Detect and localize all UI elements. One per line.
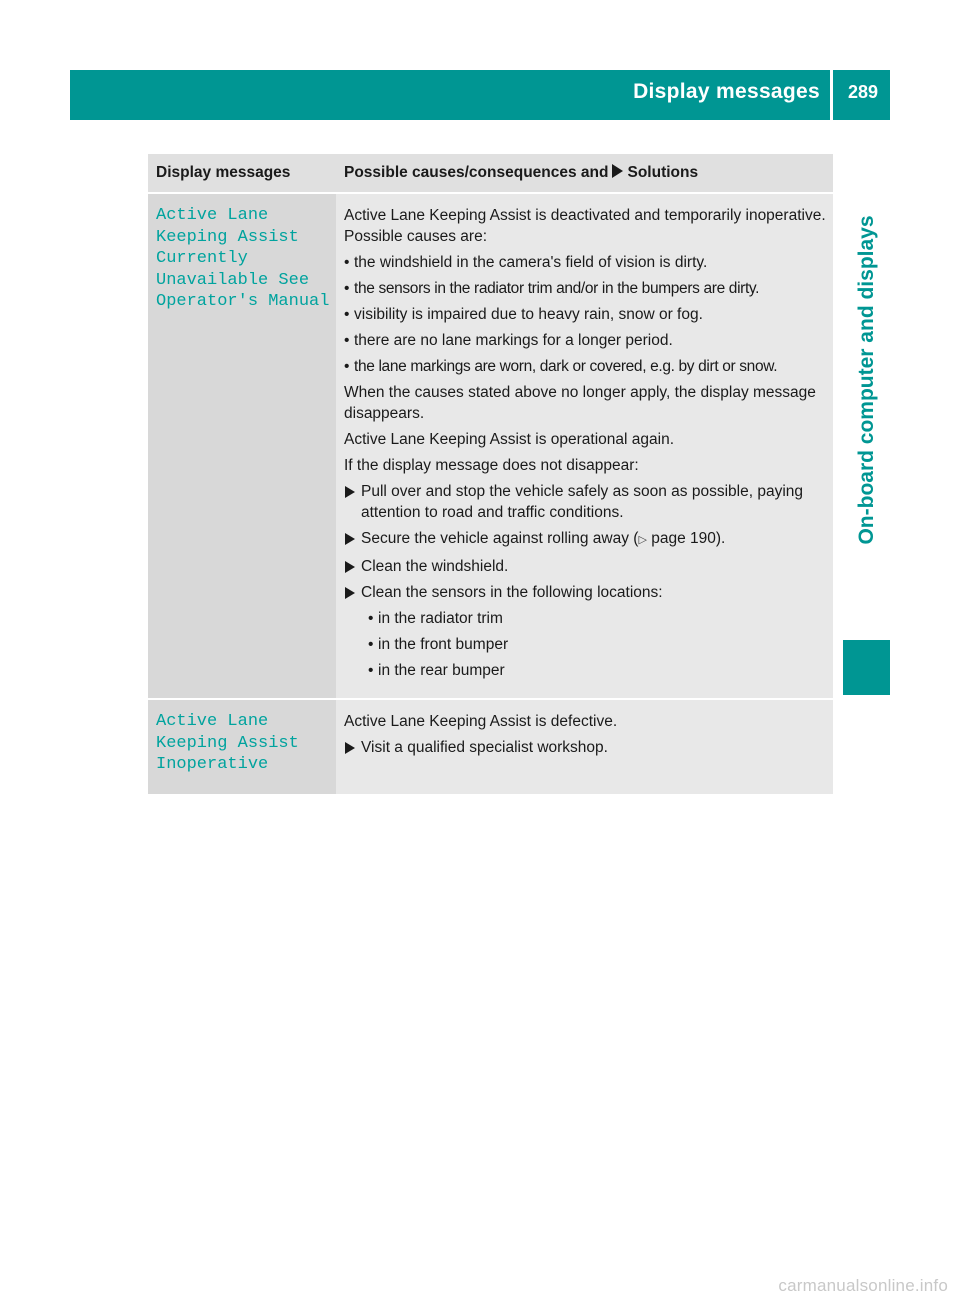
page-reference-link[interactable]: page 190). [646,530,726,547]
header-bar [70,70,890,120]
side-section-label [843,120,890,640]
table-row [148,193,833,699]
action-step [344,481,827,523]
action-step [344,528,827,551]
display-message-cell [148,699,336,795]
intro-text: Active Lane Keeping Assist is defective. [344,713,618,730]
result-text: Active Lane Keeping Assist is operational again. [344,431,675,448]
page-number: 289 [847,82,879,102]
location-item: • in the rear bumper [344,660,827,681]
display-message-line: Currently [156,249,248,268]
display-message-line: Inoperative [156,755,269,774]
display-message-line: Unavailable See [156,270,310,290]
action-step-text: Secure the vehicle against rolling away ( [361,530,639,547]
action-arrow-icon [612,164,623,178]
action-step [344,582,827,603]
action-step-text: Visit a qualified specialist workshop. [361,739,608,756]
result-text: When the causes stated above no longer apply, the display message disappears. [344,384,816,422]
cause-item: • the windshield in the camera's field of vision is dirty. [344,252,827,273]
col-header-causes-solutions [336,154,833,193]
col-header-display-messages: Display messages [148,154,336,193]
action-arrow-icon [345,561,355,573]
display-message-line: Active Lane [156,206,269,225]
location-item: • in the front bumper [344,634,827,655]
display-message-line: Keeping Assist [156,733,299,753]
action-step [344,556,827,577]
cause-item: • there are no lane markings for a longer period. [344,330,827,351]
col-header-solutions-text: Solutions [627,164,699,181]
col-header-causes-text: Possible causes/consequences and [344,164,609,181]
action-step-text: Clean the windshield. [361,558,509,575]
action-arrow-icon [345,742,355,754]
intro-text: Active Lane Keeping Assist is deactivated and temporarily inoperative. Possible causes are: [344,207,826,245]
cause-item: • the lane markings are worn, dark or covered, e.g. by dirt or snow. [344,356,827,377]
display-message-text [156,205,328,313]
display-message-line: Keeping Assist [156,227,299,247]
page-reference-icon: ▷ [638,534,647,546]
display-message-text [156,711,328,776]
header-divider [830,70,833,120]
display-message-line: Active Lane [156,712,269,731]
location-item: • in the radiator trim [344,608,827,629]
action-arrow-icon [345,587,355,599]
page-title: Display messages [633,80,820,103]
table-row [148,699,833,795]
action-step-text: Pull over and stop the vehicle safely as soon as possible, paying attention to road and traffic conditions. [361,483,804,521]
display-message-cell [148,193,336,699]
action-arrow-icon [345,486,355,498]
display-messages-table [148,154,833,796]
side-section-label-text: On-board computer and displays [854,215,878,545]
cause-item: • visibility is impaired due to heavy rain, snow or fog. [344,304,827,325]
action-step [344,737,827,758]
cause-item: • the sensors in the radiator trim and/or in the bumpers are dirty. [344,278,827,299]
action-arrow-icon [345,533,355,545]
solution-cell [336,699,833,795]
watermark: carmanualsonline.info [778,1276,948,1295]
action-step-text: Clean the sensors in the following locations: [361,584,663,601]
side-tab-marker [843,640,890,695]
table-header-row [148,154,833,193]
solution-cell [336,193,833,699]
condition-text: If the display message does not disappear: [344,457,639,474]
display-message-line: Operator's Manual [156,292,330,311]
